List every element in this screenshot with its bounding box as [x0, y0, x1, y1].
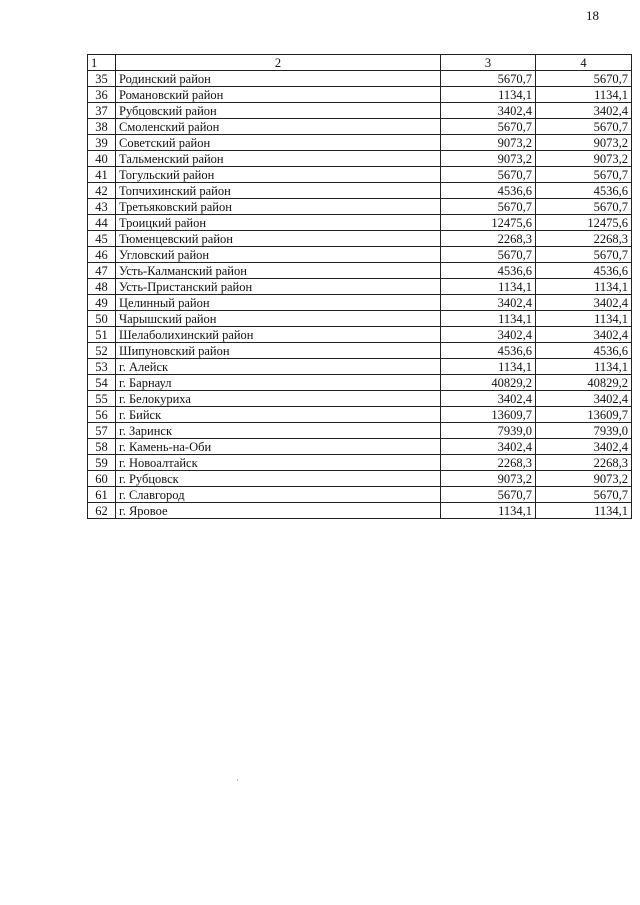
value-col-4-cell: 1134,1: [536, 279, 632, 295]
row-number-cell: 50: [88, 311, 116, 327]
table-row: [88, 183, 632, 199]
table-row: [88, 327, 632, 343]
table-row: [88, 263, 632, 279]
district-name-cell: Смоленский район: [116, 119, 441, 135]
district-name-cell: Романовский район: [116, 87, 441, 103]
table-row: [88, 103, 632, 119]
table-row: [88, 199, 632, 215]
row-number-cell: 43: [88, 199, 116, 215]
table-row: [88, 151, 632, 167]
district-name-cell: г. Белокуриха: [116, 391, 441, 407]
value-col-4-cell: 13609,7: [536, 407, 632, 423]
value-col-3-cell: 13609,7: [441, 407, 536, 423]
value-col-4-cell: 5670,7: [536, 167, 632, 183]
value-col-3-cell: 9073,2: [441, 151, 536, 167]
value-col-4-cell: 4536,6: [536, 263, 632, 279]
value-col-3-cell: 5670,7: [441, 119, 536, 135]
table-row: [88, 439, 632, 455]
scan-speck: [237, 779, 238, 781]
row-number-cell: 47: [88, 263, 116, 279]
value-col-4-cell: 1134,1: [536, 311, 632, 327]
row-number-cell: 41: [88, 167, 116, 183]
row-number-cell: 57: [88, 423, 116, 439]
header-col-4: 4: [536, 55, 632, 71]
district-name-cell: Рубцовский район: [116, 103, 441, 119]
row-number-cell: 42: [88, 183, 116, 199]
value-col-3-cell: 4536,6: [441, 263, 536, 279]
district-name-cell: г. Барнаул: [116, 375, 441, 391]
district-name-cell: Шипуновский район: [116, 343, 441, 359]
value-col-4-cell: 2268,3: [536, 231, 632, 247]
district-name-cell: г. Новоалтайск: [116, 455, 441, 471]
value-col-3-cell: 5670,7: [441, 487, 536, 503]
row-number-cell: 38: [88, 119, 116, 135]
district-name-cell: Угловский район: [116, 247, 441, 263]
row-number-cell: 39: [88, 135, 116, 151]
table-row: [88, 215, 632, 231]
value-col-3-cell: 2268,3: [441, 231, 536, 247]
row-number-cell: 61: [88, 487, 116, 503]
table-row: [88, 167, 632, 183]
table-row: [88, 87, 632, 103]
district-name-cell: г. Славгород: [116, 487, 441, 503]
table-row: [88, 407, 632, 423]
value-col-3-cell: 9073,2: [441, 135, 536, 151]
row-number-cell: 56: [88, 407, 116, 423]
value-col-4-cell: 3402,4: [536, 295, 632, 311]
value-col-4-cell: 3402,4: [536, 327, 632, 343]
header-col-3: 3: [441, 55, 536, 71]
district-name-cell: Тальменский район: [116, 151, 441, 167]
value-col-3-cell: 2268,3: [441, 455, 536, 471]
value-col-3-cell: 7939,0: [441, 423, 536, 439]
row-number-cell: 54: [88, 375, 116, 391]
value-col-4-cell: 3402,4: [536, 103, 632, 119]
row-number-cell: 35: [88, 71, 116, 87]
row-number-cell: 52: [88, 343, 116, 359]
value-col-4-cell: 12475,6: [536, 215, 632, 231]
header-col-1: 1: [88, 55, 116, 71]
district-name-cell: Целинный район: [116, 295, 441, 311]
row-number-cell: 44: [88, 215, 116, 231]
row-number-cell: 49: [88, 295, 116, 311]
table-body: [88, 71, 632, 519]
district-name-cell: Троицкий район: [116, 215, 441, 231]
district-name-cell: г. Заринск: [116, 423, 441, 439]
district-name-cell: Усть-Пристанский район: [116, 279, 441, 295]
value-col-4-cell: 3402,4: [536, 391, 632, 407]
value-col-4-cell: 5670,7: [536, 71, 632, 87]
row-number-cell: 62: [88, 503, 116, 519]
district-name-cell: г. Рубцовск: [116, 471, 441, 487]
value-col-3-cell: 3402,4: [441, 295, 536, 311]
value-col-3-cell: 3402,4: [441, 327, 536, 343]
value-col-3-cell: 4536,6: [441, 343, 536, 359]
district-name-cell: г. Алейск: [116, 359, 441, 375]
row-number-cell: 46: [88, 247, 116, 263]
row-number-cell: 58: [88, 439, 116, 455]
row-number-cell: 60: [88, 471, 116, 487]
table-row: [88, 343, 632, 359]
district-name-cell: Тогульский район: [116, 167, 441, 183]
value-col-4-cell: 1134,1: [536, 87, 632, 103]
district-name-cell: Чарышский район: [116, 311, 441, 327]
district-name-cell: Родинский район: [116, 71, 441, 87]
value-col-3-cell: 12475,6: [441, 215, 536, 231]
value-col-4-cell: 9073,2: [536, 471, 632, 487]
value-col-3-cell: 5670,7: [441, 71, 536, 87]
table-row: [88, 471, 632, 487]
header-col-2: 2: [116, 55, 441, 71]
value-col-4-cell: 9073,2: [536, 135, 632, 151]
value-col-3-cell: 4536,6: [441, 183, 536, 199]
table-row: [88, 231, 632, 247]
table-row: [88, 503, 632, 519]
row-number-cell: 37: [88, 103, 116, 119]
table-row: [88, 279, 632, 295]
row-number-cell: 45: [88, 231, 116, 247]
value-col-3-cell: 1134,1: [441, 503, 536, 519]
table-row: [88, 295, 632, 311]
value-col-3-cell: 3402,4: [441, 439, 536, 455]
value-col-3-cell: 5670,7: [441, 199, 536, 215]
table-row: [88, 375, 632, 391]
row-number-cell: 51: [88, 327, 116, 343]
value-col-3-cell: 1134,1: [441, 279, 536, 295]
value-col-3-cell: 3402,4: [441, 103, 536, 119]
row-number-cell: 59: [88, 455, 116, 471]
table-row: [88, 391, 632, 407]
value-col-3-cell: 3402,4: [441, 391, 536, 407]
page-number: 18: [586, 8, 599, 23]
row-number-cell: 48: [88, 279, 116, 295]
value-col-4-cell: 9073,2: [536, 151, 632, 167]
value-col-4-cell: 2268,3: [536, 455, 632, 471]
district-name-cell: Советский район: [116, 135, 441, 151]
value-col-3-cell: 1134,1: [441, 311, 536, 327]
district-name-cell: Усть-Калманский район: [116, 263, 441, 279]
value-col-3-cell: 5670,7: [441, 167, 536, 183]
header-row: [88, 55, 632, 71]
value-col-3-cell: 1134,1: [441, 87, 536, 103]
value-col-3-cell: 40829,2: [441, 375, 536, 391]
value-col-4-cell: 7939,0: [536, 423, 632, 439]
district-name-cell: г. Бийск: [116, 407, 441, 423]
value-col-3-cell: 5670,7: [441, 247, 536, 263]
district-name-cell: Топчихинский район: [116, 183, 441, 199]
district-name-cell: г. Камень-на-Оби: [116, 439, 441, 455]
table-row: [88, 311, 632, 327]
allocation-table: [87, 54, 632, 519]
district-name-cell: Тюменцевский район: [116, 231, 441, 247]
value-col-4-cell: 1134,1: [536, 503, 632, 519]
value-col-4-cell: 5670,7: [536, 247, 632, 263]
value-col-4-cell: 4536,6: [536, 183, 632, 199]
table-row: [88, 247, 632, 263]
district-name-cell: г. Яровое: [116, 503, 441, 519]
row-number-cell: 36: [88, 87, 116, 103]
table-header: [88, 55, 632, 71]
table-row: [88, 359, 632, 375]
value-col-3-cell: 1134,1: [441, 359, 536, 375]
table-row: [88, 119, 632, 135]
value-col-4-cell: 4536,6: [536, 343, 632, 359]
value-col-4-cell: 5670,7: [536, 119, 632, 135]
value-col-3-cell: 9073,2: [441, 471, 536, 487]
value-col-4-cell: 5670,7: [536, 487, 632, 503]
value-col-4-cell: 1134,1: [536, 359, 632, 375]
row-number-cell: 55: [88, 391, 116, 407]
table-row: [88, 423, 632, 439]
table-row: [88, 487, 632, 503]
value-col-4-cell: 3402,4: [536, 439, 632, 455]
row-number-cell: 40: [88, 151, 116, 167]
table-row: [88, 71, 632, 87]
table-row: [88, 135, 632, 151]
value-col-4-cell: 40829,2: [536, 375, 632, 391]
district-name-cell: Третьяковский район: [116, 199, 441, 215]
district-name-cell: Шелаболихинский район: [116, 327, 441, 343]
table-row: [88, 455, 632, 471]
value-col-4-cell: 5670,7: [536, 199, 632, 215]
row-number-cell: 53: [88, 359, 116, 375]
